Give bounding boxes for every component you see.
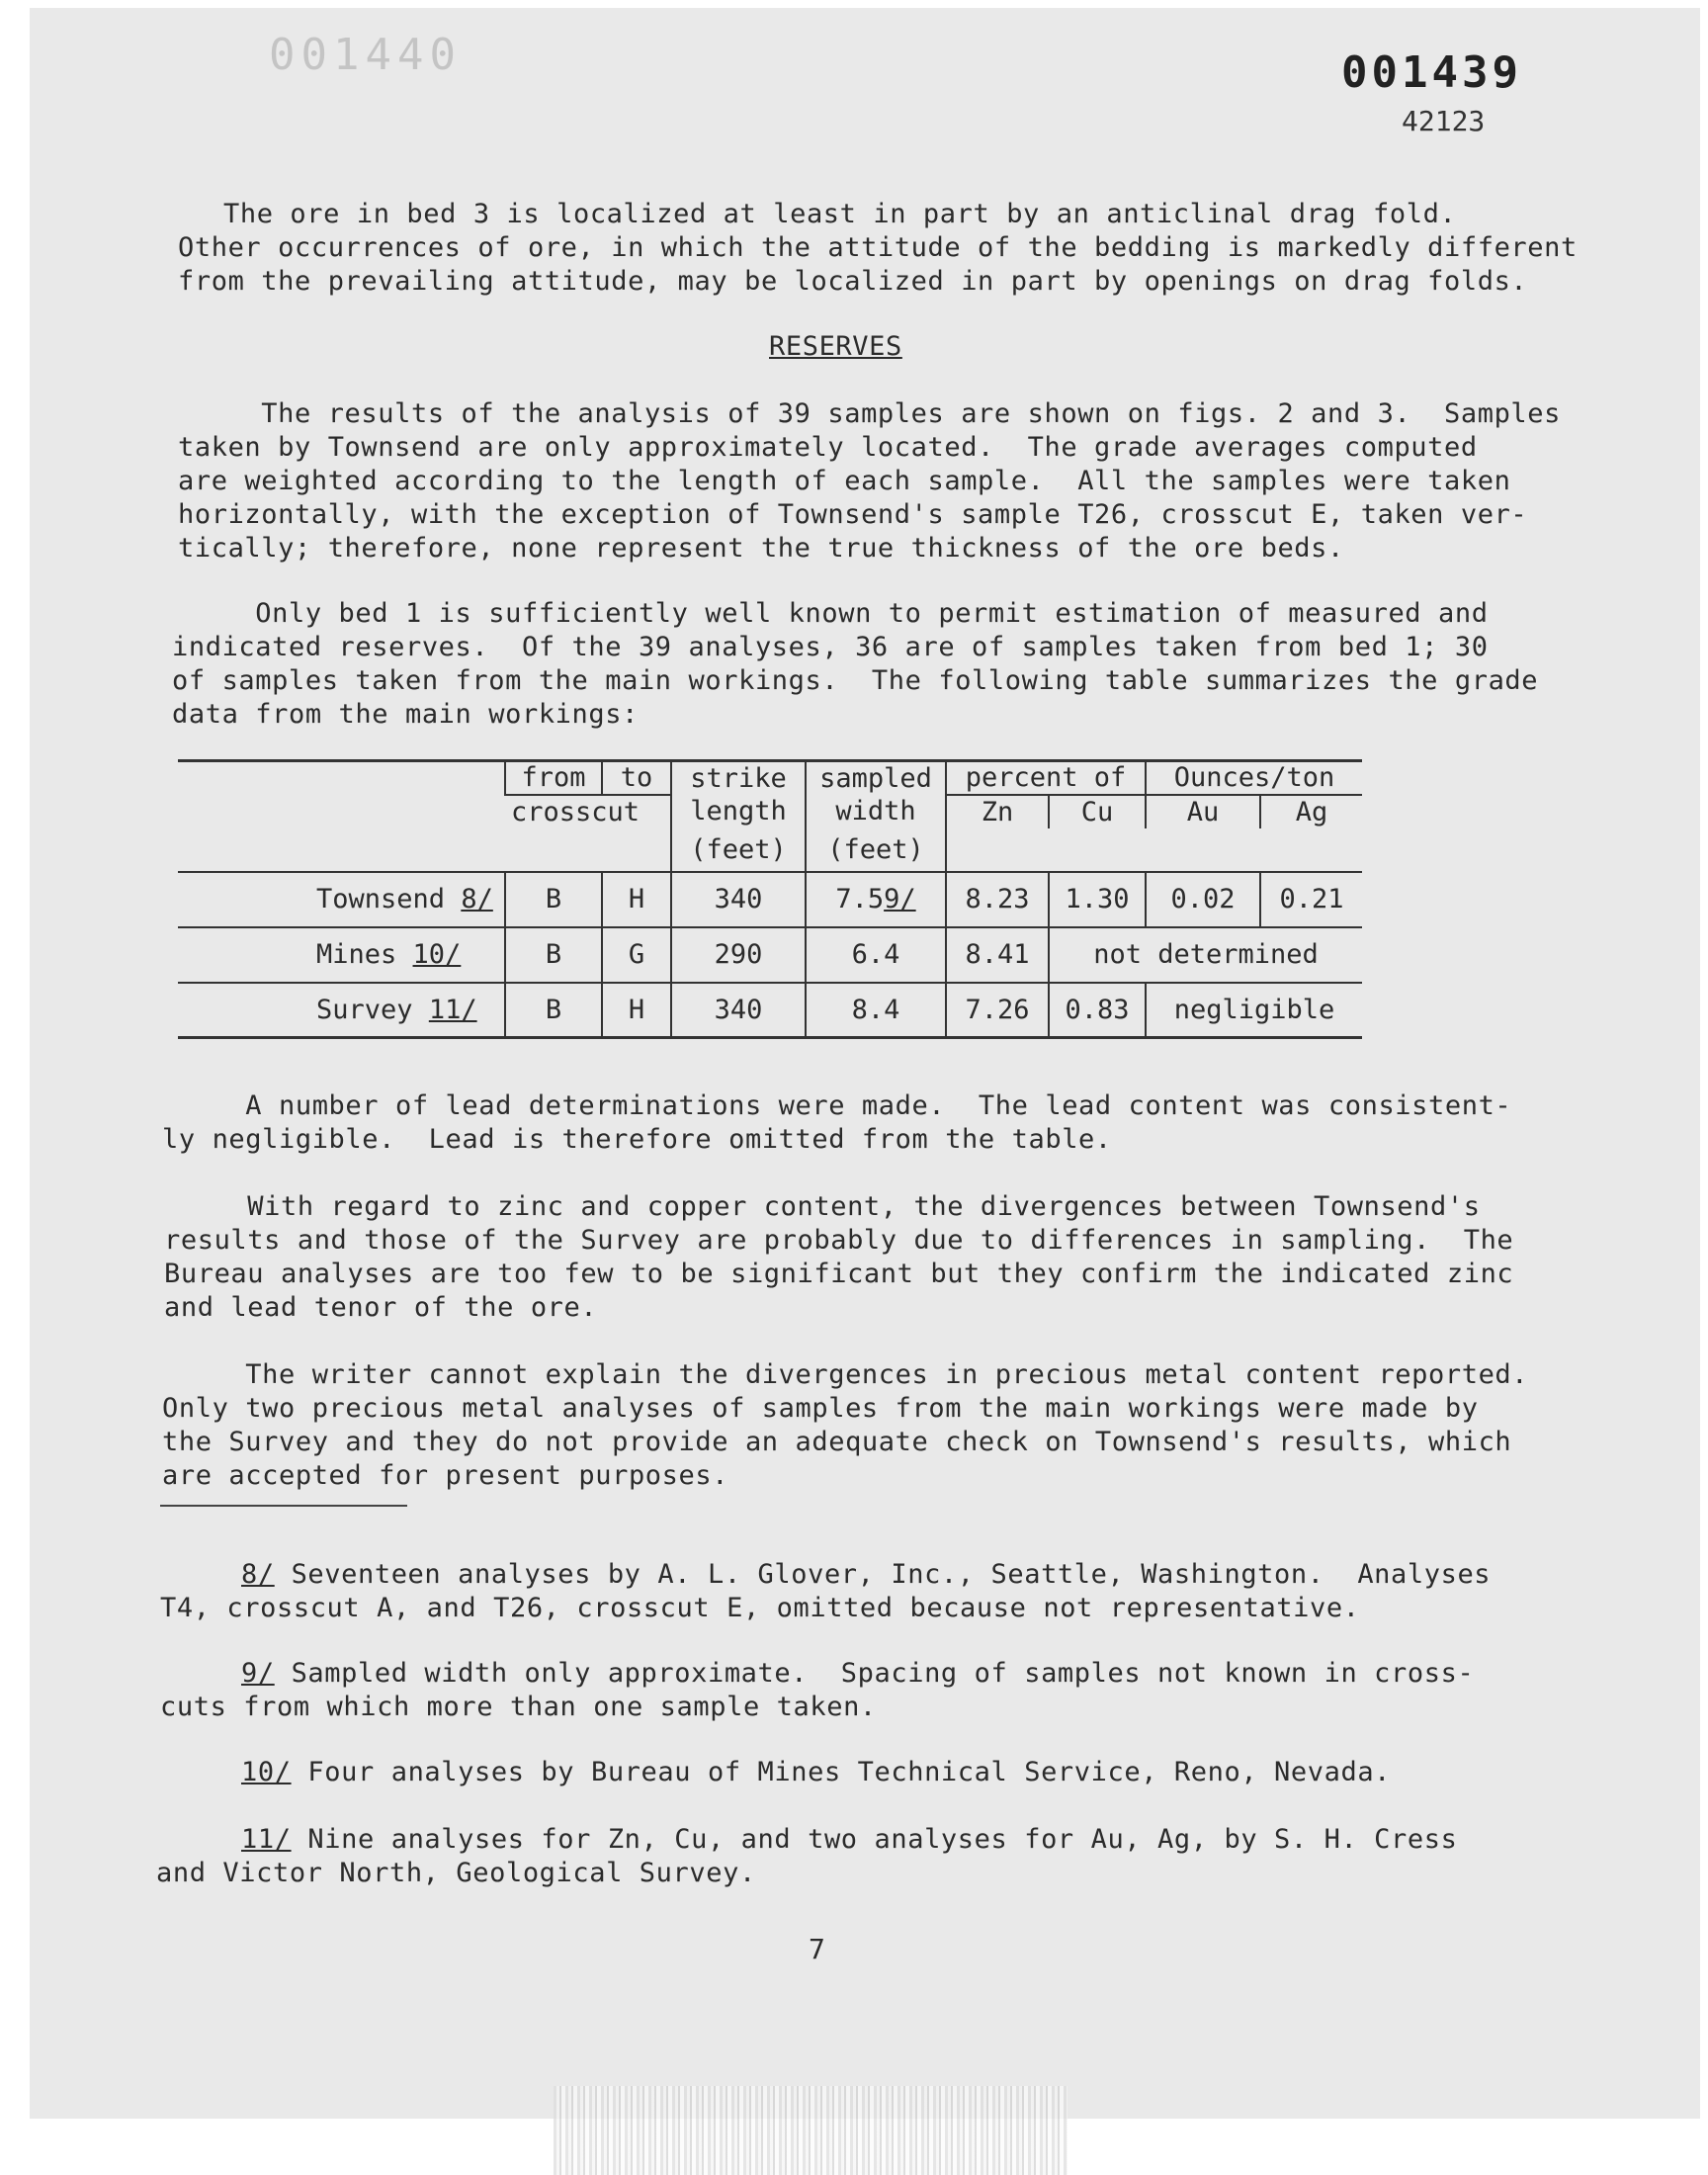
footnote-text: and Victor North, Geological Survey.: [156, 1858, 756, 1888]
body-line: Bureau analyses are too few to be significant but they confirm the indicated zinc: [164, 1259, 1514, 1289]
row-not-determined: not determined: [1049, 927, 1362, 983]
row-zn: 8.23: [946, 872, 1049, 927]
page-number: 7: [809, 1933, 825, 1965]
body-line: results and those of the Survey are probably due to differences in sampling. The: [164, 1225, 1514, 1256]
intro-line: from the prevailing attitude, may be localized in part by openings on drag folds.: [178, 266, 1528, 297]
col-header-strike-2: length: [671, 795, 806, 828]
body-line: Only two precious metal analyses of samples from the main workings were made by: [162, 1393, 1479, 1424]
row-length: 340: [671, 983, 806, 1038]
footnote-text: T4, crosscut A, and T26, crosscut E, omitted because not representative.: [160, 1593, 1360, 1623]
footnote-mark: 11/: [241, 1824, 292, 1855]
footnote-mark: 9/: [241, 1658, 275, 1689]
row-from: B: [505, 927, 602, 983]
body-line: The writer cannot explain the divergences in precious metal content reported.: [162, 1359, 1529, 1390]
row-to: G: [602, 927, 671, 983]
col-header-from: from: [505, 761, 602, 795]
section-heading: RESERVES: [769, 331, 902, 362]
reserves-line: Only bed 1 is sufficiently well known to permit estimation of measured and: [172, 598, 1489, 629]
col-header-strike-3: (feet): [671, 828, 806, 872]
footnote-9: [241, 1657, 1474, 1691]
reserves-line: tically; therefore, none represent the true thickness of the ore beds.: [178, 533, 1344, 564]
body-line: the Survey and they do not provide an adequate check on Townsend's results, which: [162, 1427, 1512, 1457]
reserves-line: horizontally, with the exception of Townsend's sample T26, crosscut E, taken ver-: [178, 499, 1528, 530]
header-filler: [946, 828, 1362, 872]
grade-data-table: [178, 759, 1362, 1039]
col-header-zn: Zn: [946, 795, 1049, 828]
row-footnote-ref: 8/: [461, 884, 493, 914]
row-width: 7.5: [835, 884, 885, 914]
col-header-ounces: Ounces/ton: [1146, 761, 1362, 795]
row-zn: 8.41: [946, 927, 1049, 983]
footnote-11: [241, 1823, 1457, 1857]
row-footnote-ref: 11/: [428, 994, 477, 1025]
col-header-to: to: [602, 761, 671, 795]
row-source: Townsend: [316, 884, 446, 914]
row-length: 340: [671, 872, 806, 927]
row-cu: 1.30: [1049, 872, 1146, 927]
row-width: 8.4: [806, 983, 946, 1038]
col-header-au: Au: [1146, 795, 1260, 828]
body-line: ly negligible. Lead is therefore omitted from the table.: [162, 1124, 1112, 1155]
row-width: 6.4: [806, 927, 946, 983]
row-ag: 0.21: [1260, 872, 1362, 927]
col-header-sampled-2: width: [806, 795, 946, 828]
row-width-footnote-ref: 9/: [884, 884, 916, 914]
row-source: Survey: [316, 994, 413, 1025]
table-row: [178, 927, 1362, 983]
table-row: [178, 983, 1362, 1038]
row-negligible: negligible: [1146, 983, 1362, 1038]
col-header-crosscut: crosscut: [505, 795, 671, 828]
scan-artifact: [554, 2086, 1068, 2175]
body-line: A number of lead determinations were made. The lead content was consistent-: [162, 1090, 1512, 1121]
footnote-text: cuts from which more than one sample taken.: [160, 1692, 877, 1722]
reserves-line: data from the main workings:: [172, 699, 639, 730]
intro-line: Other occurrences of ore, in which the attitude of the bedding is markedly different: [178, 232, 1578, 263]
faded-stamp-number: 001440: [269, 30, 462, 80]
col-header-percent: percent of: [946, 761, 1146, 795]
footnote-text: Seventeen analyses by A. L. Glover, Inc., Seattle, Washington. Analyses: [274, 1559, 1492, 1590]
footnote-text: Four analyses by Bureau of Mines Technical Service, Reno, Nevada.: [291, 1757, 1392, 1787]
row-source: Mines: [316, 939, 397, 970]
row-au: 0.02: [1146, 872, 1260, 927]
document-page: [30, 8, 1700, 2119]
header-filler: [505, 828, 671, 872]
reserves-line: The results of the analysis of 39 samples are shown on figs. 2 and 3. Samples: [178, 398, 1561, 429]
col-header-sampled: sampled: [806, 761, 946, 795]
reserves-line: taken by Townsend are only approximately located. The grade averages computed: [178, 432, 1478, 463]
row-length: 290: [671, 927, 806, 983]
stamp-number: 001439: [1341, 47, 1522, 98]
body-line: With regard to zinc and copper content, the divergences between Townsend's: [164, 1191, 1481, 1222]
footnote-text: Nine analyses for Zn, Cu, and two analyses for Au, Ag, by S. H. Cress: [291, 1824, 1458, 1855]
row-zn: 7.26: [946, 983, 1049, 1038]
document-number: 42123: [1402, 105, 1486, 137]
reserves-line: are weighted according to the length of each sample. All the samples were taken: [178, 466, 1511, 496]
footnote-divider: [160, 1505, 407, 1507]
col-header-cu: Cu: [1049, 795, 1146, 828]
intro-line: The ore in bed 3 is localized at least in part by an anticlinal drag fold.: [223, 199, 1457, 229]
footnote-mark: 10/: [241, 1757, 292, 1787]
col-header-strike: strike: [671, 761, 806, 795]
row-to: H: [602, 983, 671, 1038]
row-cu: 0.83: [1049, 983, 1146, 1038]
table-row: [178, 872, 1362, 927]
row-from: B: [505, 983, 602, 1038]
body-line: are accepted for present purposes.: [162, 1460, 729, 1491]
footnote-10: [241, 1756, 1391, 1789]
col-header-ag: Ag: [1260, 795, 1362, 828]
col-header-sampled-3: (feet): [806, 828, 946, 872]
row-from: B: [505, 872, 602, 927]
footnote-mark: 8/: [241, 1559, 275, 1590]
table-header-blank: [178, 761, 505, 872]
row-footnote-ref: 10/: [412, 939, 462, 970]
footnote-8: [241, 1558, 1491, 1592]
reserves-line: indicated reserves. Of the 39 analyses, 36 are of samples taken from bed 1; 30: [172, 632, 1489, 662]
reserves-line: of samples taken from the main workings. The following table summarizes the grade: [172, 665, 1539, 696]
row-to: H: [602, 872, 671, 927]
body-line: and lead tenor of the ore.: [164, 1292, 598, 1323]
footnote-text: Sampled width only approximate. Spacing of samples not known in cross-: [274, 1658, 1475, 1689]
